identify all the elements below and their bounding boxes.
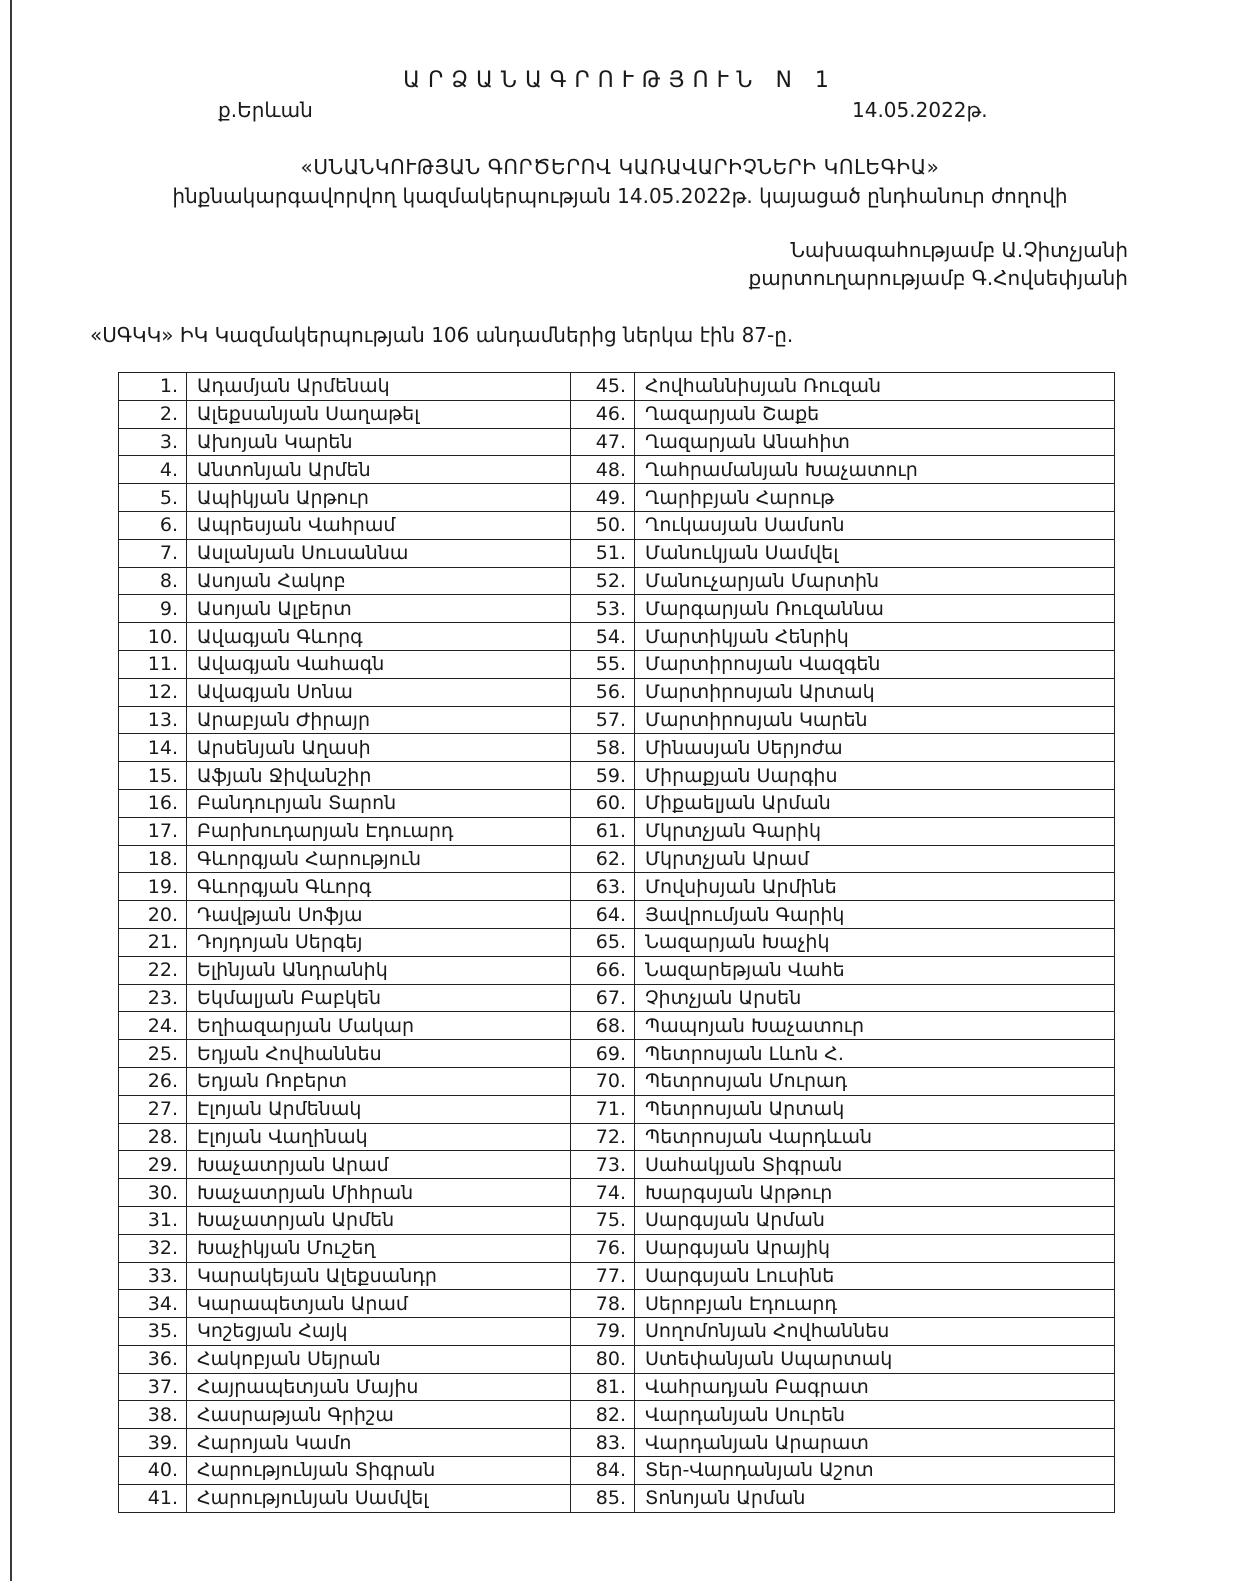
member-name: Անտոնյան Արմեն (187, 456, 571, 484)
member-number: 66. (571, 956, 635, 984)
member-number: 65. (571, 928, 635, 956)
member-number: 5. (119, 484, 187, 512)
member-number: 30. (119, 1179, 187, 1207)
organization-name: «ՍՆԱՆԿՈՒԹՅԱՆ ԳՈՐԾԵՐՈՎ ԿԱՌԱՎԱՐԻՉՆԵՐԻ ԿՈԼԵԳԻԱ» (300, 155, 940, 179)
member-name: Ադամյան Արմենակ (187, 373, 571, 401)
member-number: 54. (571, 623, 635, 651)
member-name: Մարտիրոսյան Արտակ (635, 678, 1115, 706)
table-row (119, 734, 1115, 762)
member-name: Հակոբյան Սեյրան (187, 1345, 571, 1373)
member-name: Դոյդոյան Սերգեյ (187, 928, 571, 956)
table-row (119, 1179, 1115, 1207)
member-number: 40. (119, 1457, 187, 1485)
member-name: Դավթյան Սոֆյա (187, 901, 571, 929)
member-name: Եդյան Հովհաննես (187, 1040, 571, 1068)
member-name: Եղիազարյան Մակար (187, 1012, 571, 1040)
member-name: Չիտչյան Արսեն (635, 984, 1115, 1012)
member-number: 17. (119, 817, 187, 845)
member-number: 64. (571, 901, 635, 929)
member-name: Ղարիբյան Հարութ (635, 484, 1115, 512)
member-number: 62. (571, 845, 635, 873)
member-name: Հարությունյան Տիգրան (187, 1457, 571, 1485)
table-row (119, 539, 1115, 567)
table-row (119, 706, 1115, 734)
member-name: Սարգսյան Արայիկ (635, 1234, 1115, 1262)
member-name: Խարգսյան Արթուր (635, 1179, 1115, 1207)
members-table-body (119, 373, 1115, 1513)
table-row (119, 1484, 1115, 1512)
member-number: 73. (571, 1151, 635, 1179)
member-name: Կոշեցյան Հայկ (187, 1318, 571, 1346)
table-row (119, 1457, 1115, 1485)
member-number: 24. (119, 1012, 187, 1040)
table-row (119, 901, 1115, 929)
table-row (119, 1151, 1115, 1179)
member-name: Ստեփանյան Սպարտակ (635, 1345, 1115, 1373)
table-row (119, 456, 1115, 484)
member-number: 61. (571, 817, 635, 845)
member-name: Ապիկյան Արթուր (187, 484, 571, 512)
table-row (119, 789, 1115, 817)
member-number: 58. (571, 734, 635, 762)
table-row (119, 1234, 1115, 1262)
member-number: 50. (571, 511, 635, 539)
member-name: Մարգարյան Ռուզաննա (635, 595, 1115, 623)
member-name: Եկմալյան Բաբկեն (187, 984, 571, 1012)
member-name: Ավագյան Վահագն (187, 650, 571, 678)
member-name: Էլոյան Արմենակ (187, 1095, 571, 1123)
member-number: 20. (119, 901, 187, 929)
city: ք.Երևան (218, 98, 313, 122)
member-number: 22. (119, 956, 187, 984)
member-number: 39. (119, 1429, 187, 1457)
member-name: Խաչատրյան Արամ (187, 1151, 571, 1179)
member-name: Կարակեյան Ալեքսանդր (187, 1262, 571, 1290)
member-name: Ղազարյան Շաքե (635, 400, 1115, 428)
member-number: 84. (571, 1457, 635, 1485)
member-name: Ախոյան Կարեն (187, 428, 571, 456)
table-row (119, 484, 1115, 512)
member-number: 37. (119, 1373, 187, 1401)
member-number: 48. (571, 456, 635, 484)
table-row (119, 567, 1115, 595)
table-row (119, 1123, 1115, 1151)
table-row (119, 928, 1115, 956)
member-number: 7. (119, 539, 187, 567)
member-name: Վարդանյան Սուրեն (635, 1401, 1115, 1429)
member-number: 55. (571, 650, 635, 678)
member-name: Ելինյան Անդրանիկ (187, 956, 571, 984)
member-number: 74. (571, 1179, 635, 1207)
member-number: 67. (571, 984, 635, 1012)
table-row (119, 956, 1115, 984)
secretary-line: քարտուղարությամբ Գ.Հովսեփյանի (748, 266, 1128, 290)
table-row (119, 623, 1115, 651)
member-number: 63. (571, 873, 635, 901)
table-row (119, 595, 1115, 623)
member-number: 81. (571, 1373, 635, 1401)
member-number: 23. (119, 984, 187, 1012)
member-number: 8. (119, 567, 187, 595)
member-name: Սահակյան Տիգրան (635, 1151, 1115, 1179)
member-name: Վարդանյան Արարատ (635, 1429, 1115, 1457)
table-row (119, 400, 1115, 428)
table-row (119, 817, 1115, 845)
member-number: 82. (571, 1401, 635, 1429)
table-row (119, 1290, 1115, 1318)
member-number: 29. (119, 1151, 187, 1179)
table-row (119, 373, 1115, 401)
table-row (119, 1345, 1115, 1373)
member-number: 1. (119, 373, 187, 401)
member-name: Սողոմոնյան Հովհաննես (635, 1318, 1115, 1346)
member-number: 15. (119, 762, 187, 790)
document-date: 14.05.2022թ. (852, 98, 988, 122)
member-name: Պապոյան Խաչատուր (635, 1012, 1115, 1040)
member-name: Ասոյան Հակոբ (187, 567, 571, 595)
member-name: Էլոյան Վաղինակ (187, 1123, 571, 1151)
member-name: Մկրտչյան Արամ (635, 845, 1115, 873)
member-name: Մարտիրոսյան Վազգեն (635, 650, 1115, 678)
member-name: Խաչիկյան Մուշեղ (187, 1234, 571, 1262)
member-number: 36. (119, 1345, 187, 1373)
member-name: Հասրաթյան Գրիշա (187, 1401, 571, 1429)
member-name: Բանդուրյան Տարոն (187, 789, 571, 817)
table-row (119, 1429, 1115, 1457)
table-row (119, 650, 1115, 678)
member-number: 38. (119, 1401, 187, 1429)
member-name: Պետրոսյան Մուրադ (635, 1067, 1115, 1095)
member-name: Խաչատրյան Արմեն (187, 1206, 571, 1234)
member-name: Գևորգյան Գևորգ (187, 873, 571, 901)
member-name: Հովհաննիսյան Ռուզան (635, 373, 1115, 401)
table-row (119, 1095, 1115, 1123)
table-row (119, 1401, 1115, 1429)
member-name: Մանուչարյան Մարտին (635, 567, 1115, 595)
member-name: Պետրոսյան Վարդևան (635, 1123, 1115, 1151)
member-number: 76. (571, 1234, 635, 1262)
member-number: 4. (119, 456, 187, 484)
member-name: Գևորգյան Հարություն (187, 845, 571, 873)
member-name: Մարտիրոսյան Կարեն (635, 706, 1115, 734)
member-name: Խաչատրյան Միհրան (187, 1179, 571, 1207)
table-row (119, 1206, 1115, 1234)
member-name: Ղուկասյան Սամսոն (635, 511, 1115, 539)
member-number: 33. (119, 1262, 187, 1290)
members-table (118, 372, 1115, 1513)
member-number: 27. (119, 1095, 187, 1123)
member-number: 3. (119, 428, 187, 456)
document-title: ԱՐՁԱՆԱԳՐՈՒԹՅՈՒՆ N 1 (403, 68, 837, 93)
member-name: Ալեքսանյան Սաղաթել (187, 400, 571, 428)
member-number: 80. (571, 1345, 635, 1373)
member-name: Աֆյան Ջիվանշիր (187, 762, 571, 790)
member-name: Ասոյան Ալբերտ (187, 595, 571, 623)
member-name: Տեր-Վարդանյան Աշոտ (635, 1457, 1115, 1485)
member-number: 49. (571, 484, 635, 512)
table-row (119, 1067, 1115, 1095)
table-row (119, 762, 1115, 790)
member-number: 71. (571, 1095, 635, 1123)
member-name: Ասլանյան Սուսաննա (187, 539, 571, 567)
member-number: 77. (571, 1262, 635, 1290)
member-name: Ղահրամանյան Խաչատուր (635, 456, 1115, 484)
member-number: 69. (571, 1040, 635, 1068)
member-number: 70. (571, 1067, 635, 1095)
member-number: 28. (119, 1123, 187, 1151)
member-name: Սարգսյան Լուսինե (635, 1262, 1115, 1290)
member-number: 9. (119, 595, 187, 623)
member-number: 45. (571, 373, 635, 401)
member-number: 14. (119, 734, 187, 762)
member-number: 57. (571, 706, 635, 734)
member-number: 11. (119, 650, 187, 678)
member-number: 53. (571, 595, 635, 623)
member-name: Ղազարյան Անահիտ (635, 428, 1115, 456)
member-name: Ավագյան Գևորգ (187, 623, 571, 651)
member-name: Արաբյան Ժիրայր (187, 706, 571, 734)
member-name: Տոնոյան Արման (635, 1484, 1115, 1512)
member-name: Միքաելյան Արման (635, 789, 1115, 817)
chair-line: Նախագահությամբ Ա.Չիտչյանի (790, 238, 1128, 262)
member-number: 13. (119, 706, 187, 734)
member-name: Բարխուդարյան Էդուարդ (187, 817, 571, 845)
member-name: Արսենյան Աղասի (187, 734, 571, 762)
member-name: Մովսիսյան Արմինե (635, 873, 1115, 901)
member-number: 31. (119, 1206, 187, 1234)
member-name: Մինասյան Սերյոժա (635, 734, 1115, 762)
member-number: 75. (571, 1206, 635, 1234)
member-name: Մկրտչյան Գարիկ (635, 817, 1115, 845)
member-number: 72. (571, 1123, 635, 1151)
table-row (119, 873, 1115, 901)
member-number: 21. (119, 928, 187, 956)
member-number: 32. (119, 1234, 187, 1262)
member-number: 85. (571, 1484, 635, 1512)
member-name: Սերոբյան Էդուարդ (635, 1290, 1115, 1318)
member-number: 51. (571, 539, 635, 567)
member-name: Մանուկյան Սամվել (635, 539, 1115, 567)
member-name: Կարապետյան Արամ (187, 1290, 571, 1318)
member-number: 26. (119, 1067, 187, 1095)
member-name: Հարոյան Կամո (187, 1429, 571, 1457)
member-name: Յավրումյան Գարիկ (635, 901, 1115, 929)
table-row (119, 511, 1115, 539)
member-name: Նազարեթյան Վահե (635, 956, 1115, 984)
member-number: 18. (119, 845, 187, 873)
member-name: Վահրադյան Բագրատ (635, 1373, 1115, 1401)
member-number: 41. (119, 1484, 187, 1512)
table-row (119, 428, 1115, 456)
table-row (119, 845, 1115, 873)
attendance-line: «ՍԳԿԿ» ԻԿ Կազմակերպության 106 անդամներից ներկա էին 87-ը. (90, 323, 794, 347)
member-number: 78. (571, 1290, 635, 1318)
member-number: 35. (119, 1318, 187, 1346)
table-row (119, 678, 1115, 706)
table-row (119, 1262, 1115, 1290)
member-number: 16. (119, 789, 187, 817)
member-number: 12. (119, 678, 187, 706)
member-name: Եդյան Ռոբերտ (187, 1067, 571, 1095)
member-number: 6. (119, 511, 187, 539)
page-edge (10, 0, 12, 1581)
member-number: 46. (571, 400, 635, 428)
chair-block (748, 236, 1128, 292)
member-number: 47. (571, 428, 635, 456)
member-name: Ապրեսյան Վահրամ (187, 511, 571, 539)
member-number: 19. (119, 873, 187, 901)
table-row (119, 1040, 1115, 1068)
table-row (119, 1012, 1115, 1040)
member-number: 34. (119, 1290, 187, 1318)
table-row (119, 984, 1115, 1012)
meeting-description: ինքնակարգավորվող կազմակերպության 14.05.2022թ. կայացած ընդհանուր ժողովի (172, 184, 1068, 208)
member-name: Պետրոսյան Արտակ (635, 1095, 1115, 1123)
member-name: Սարգսյան Արման (635, 1206, 1115, 1234)
member-number: 10. (119, 623, 187, 651)
table-row (119, 1373, 1115, 1401)
member-number: 56. (571, 678, 635, 706)
member-number: 79. (571, 1318, 635, 1346)
member-name: Պետրոսյան Լևոն Հ. (635, 1040, 1115, 1068)
member-number: 68. (571, 1012, 635, 1040)
member-number: 25. (119, 1040, 187, 1068)
member-number: 60. (571, 789, 635, 817)
member-name: Հայրապետյան Մայիս (187, 1373, 571, 1401)
member-number: 83. (571, 1429, 635, 1457)
member-name: Միրաքյան Սարգիս (635, 762, 1115, 790)
member-name: Մարտիկյան Հենրիկ (635, 623, 1115, 651)
member-number: 59. (571, 762, 635, 790)
member-name: Ավագյան Սոնա (187, 678, 571, 706)
member-number: 52. (571, 567, 635, 595)
member-name: Հարությունյան Սամվել (187, 1484, 571, 1512)
member-number: 2. (119, 400, 187, 428)
member-name: Նազարյան Խաչիկ (635, 928, 1115, 956)
table-row (119, 1318, 1115, 1346)
